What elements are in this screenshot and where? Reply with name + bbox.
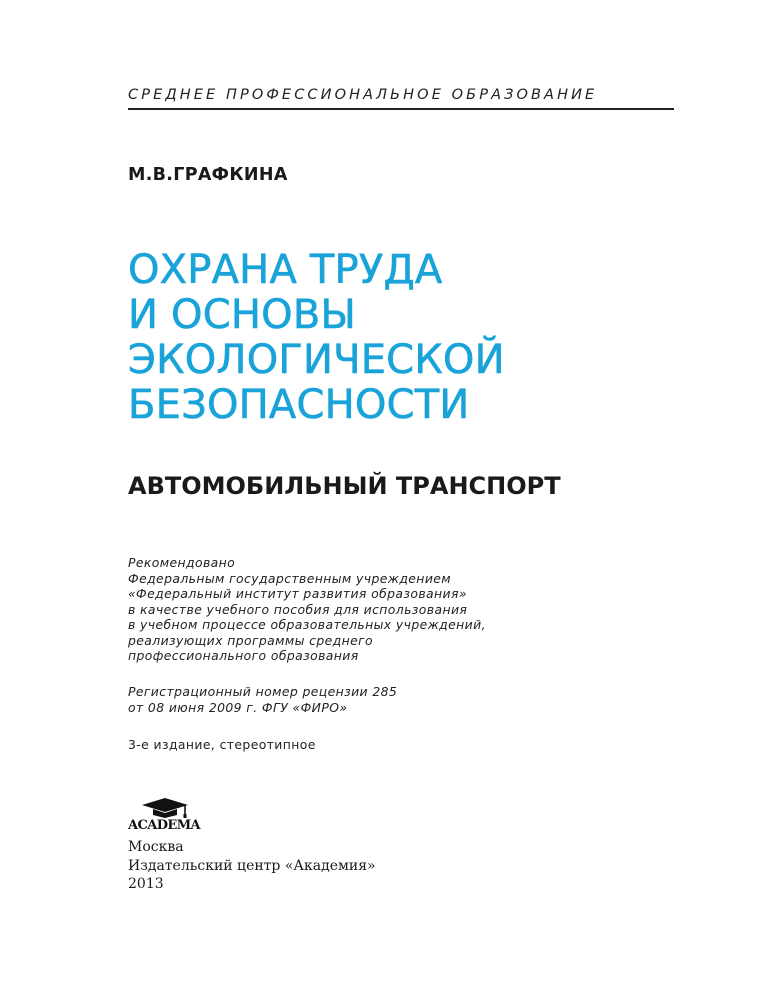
recommendation-line: профессионального образования — [128, 648, 359, 663]
recommendation-line: Рекомендовано — [128, 555, 236, 570]
title-line: БЕЗОПАСНОСТИ — [128, 382, 470, 428]
registration-line: от 08 июня 2009 г. ФГУ «ФИРО» — [128, 699, 348, 715]
publisher-city: Москва — [128, 839, 184, 855]
recommendation-line: в учебном процессе образовательных учреждений, — [128, 617, 486, 632]
recommendation-block — [128, 555, 486, 664]
registration-line: Регистрационный номер рецензии 285 — [128, 684, 398, 699]
title-line: И ОСНОВЫ — [128, 292, 356, 338]
book-subtitle: АВТОМОБИЛЬНЫЙ ТРАНСПОРТ — [128, 472, 561, 500]
book-title — [128, 248, 505, 428]
mortarboard-icon — [140, 796, 190, 820]
recommendation-line: в качестве учебного пособия для использования — [128, 601, 468, 617]
registration-block — [128, 684, 397, 715]
edition-note: 3-е издание, стереотипное — [128, 737, 316, 752]
publication-year: 2013 — [128, 876, 164, 892]
recommendation-line: Федеральным государственным учреждением — [128, 570, 452, 586]
title-line: ЭКОЛОГИЧЕСКОЙ — [128, 337, 505, 383]
recommendation-line: «Федеральный институт развития образования» — [128, 586, 467, 601]
publisher-block — [128, 838, 376, 894]
publisher-name: Издательский центр «Академия» — [128, 857, 376, 874]
recommendation-line: реализующих программы среднего — [128, 632, 374, 648]
header-rule — [128, 108, 674, 110]
publisher-logo — [128, 796, 208, 836]
series-title: СРЕДНЕЕ ПРОФЕССИОНАЛЬНОЕ ОБРАЗОВАНИЕ — [128, 87, 598, 103]
logo-wordmark: ACADEMA — [128, 818, 200, 833]
title-line: ОХРАНА ТРУДА — [128, 247, 443, 293]
author-name: М.В.ГРАФКИНА — [128, 165, 288, 185]
